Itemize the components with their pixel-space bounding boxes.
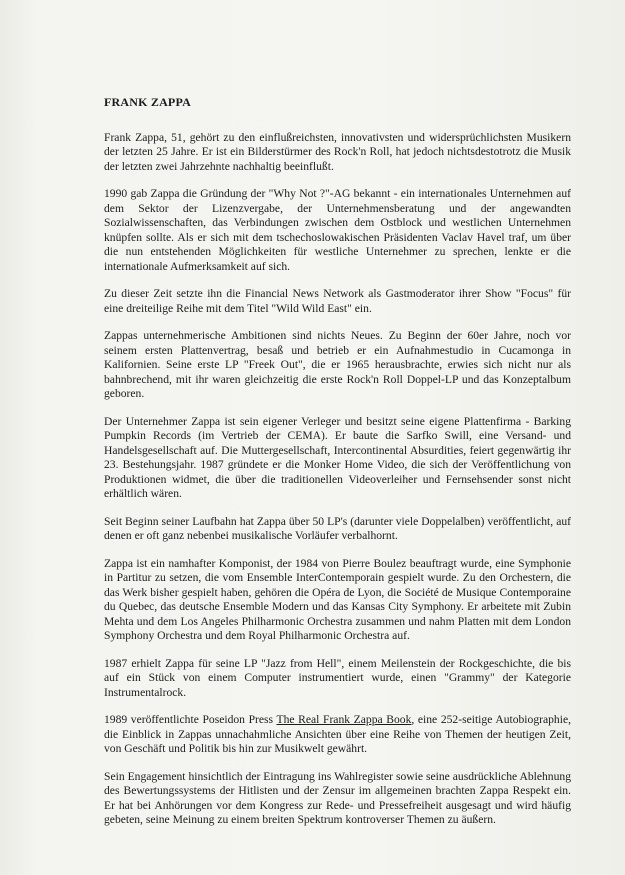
- paragraph-lps: Seit Beginn seiner Laufbahn hat Zappa über 50 LP's (darunter viele Doppelalben) veröffentlicht, auf denen er oft ganz nebenbei musikalische Vorläufer verbalhornt.: [104, 514, 571, 542]
- paragraph-composer: Zappa ist ein namhafter Komponist, der 1984 von Pierre Boulez beauftragt wurde, eine Symphonie in Partitur zu setzen, die vom Ensemble InterContemporain gespielt wurde. Zu den Orchestern, die das Werk bisher gespielt haben, gehören die Opéra de Lyon, die Société de Musique Contemporaine du Quebec, das deutsche Ensemble Modern und das Kansas City Symphony. Er arbeitete mit Zubin Mehta und dem Los Angeles Philharmonic Orchestra zusammen und nahm Platten mit dem London Symphony Orchestra und dem Royal Philharmonic Orchestra auf.: [104, 556, 571, 642]
- document-body: [104, 95, 571, 841]
- paragraph-why-not: 1990 gab Zappa die Gründung der "Why Not ?"-AG bekannt - ein internationales Unternehmen auf dem Sektor der Lizenzvergabe, der Unternehmensberatung und der angewandten Sozialwissenschaften, das Verbindungen zwischen dem Ostblock und westlichen Unternehmen knüpfen sollte. Als er sich mit dem tschechoslowakischen Präsidenten Vaclav Havel traf, um über die nun entstehenden Möglichkeiten für westliche Unternehmer zu sprechen, lenkte er die internationale Aufmerksamkeit auf sich.: [104, 187, 571, 273]
- book-text-after: , eine 252-seitige Autobiographie, die Einblick in Zappas unnachahmliche Ansichten über eine Reihe von Themen der heutigen Zeit, von Geschäft und Politik bis hin zur Musikwelt gewährt.: [104, 713, 571, 755]
- paragraph-ambitions: Zappas unternehmerische Ambitionen sind nichts Neues. Zu Beginn der 60er Jahre, noch vor seinem ersten Plattenvertrag, besaß und betrieb er ein Aufnahmestudio in Cucamonga in Kalifornien. Seine erste LP "Freek Out", die er 1965 herausbrachte, erwies sich nicht nur als bahnbrechend, mit ihr waren gleichzeitig die erste Rock'n Roll Doppel-LP und das Konzeptalbum geboren.: [104, 329, 571, 400]
- paragraph-entrepreneur: Der Unternehmer Zappa ist sein eigener Verleger und besitzt seine eigene Plattenfirma - Barking Pumpkin Records (im Vertrieb der CEMA). Er baute die Sarfko Swill, eine Versand- und Handelsgesellschaft auf. Die Muttergesellschaft, Intercontinental Absurdities, feiert gegenwärtig ihr 23. Bestehungsjahr. 1987 gründete er die Monker Home Video, die sich der Veröffentlichung von Produktionen widmet, die über die traditionellen Videoverleiher und Fernsehsender sonst nicht erhältlich wären.: [104, 414, 571, 500]
- paragraph-engagement: Sein Engagement hinsichtlich der Eintragung ins Wahlregister sowie seine ausdrückliche Ablehnung des Bewertungssystems der Hitlisten und der Zensur im allgemeinen brachten Zappa Respekt ein. Er hat bei Anhörungen vor dem Kongress zur Rede- und Pressefreiheit ausgesagt und wird häufig gebeten, seine Meinung zu einem breiten Spektrum kontroverser Themen zu äußern.: [104, 769, 571, 826]
- document-title: FRANK ZAPPA: [104, 95, 191, 109]
- paragraph-intro: Frank Zappa, 51, gehört zu den einflußreichsten, innovativsten und widersprüchlichsten Musikern der letzten 25 Jahre. Er ist ein Bilderstürmer des Rock'n Roll, hat jedoch nichtsdestotrotz die Musik der letzten zwei Jahrzehnte nachhaltig beeinflußt.: [104, 130, 571, 173]
- book-title: The Real Frank Zappa Book: [276, 713, 412, 726]
- book-text-before: 1989 veröffentlichte Poseidon Press: [104, 713, 277, 726]
- paragraph-grammy: 1987 erhielt Zappa für seine LP "Jazz from Hell", einem Meilenstein der Rockgeschichte, die bis auf ein Stück von einem Computer instrumentiert wurde, einen "Grammy" der Kategorie Instrumentalrock.: [104, 656, 571, 699]
- paragraph-fnn: Zu dieser Zeit setzte ihn die Financial News Network als Gastmoderator ihrer Show "Focus" für eine dreiteilige Reihe mit dem Titel "Wild Wild East" ein.: [104, 287, 571, 315]
- paragraph-book: [104, 713, 571, 757]
